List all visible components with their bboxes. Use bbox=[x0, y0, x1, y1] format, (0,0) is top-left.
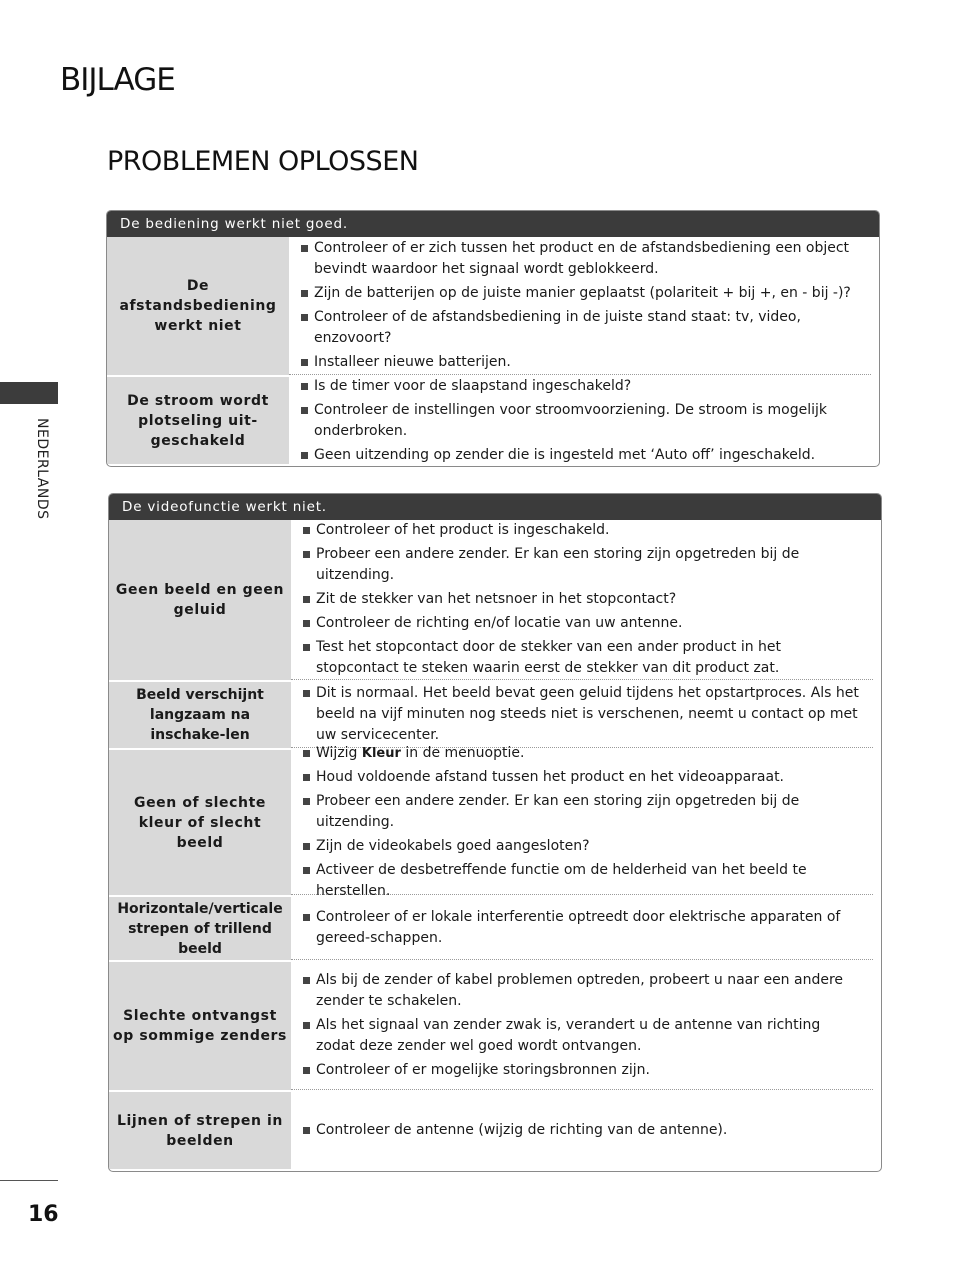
table-row bbox=[109, 682, 881, 748]
problem-label: De afstandsbediening werkt niet bbox=[107, 237, 289, 375]
bullet-icon bbox=[301, 290, 308, 297]
solution-list bbox=[291, 744, 873, 899]
bullet-icon bbox=[303, 750, 310, 757]
side-tab-marker bbox=[0, 382, 58, 404]
table-video-problems bbox=[108, 493, 882, 1172]
bullet-icon bbox=[303, 977, 310, 984]
bullet-icon bbox=[303, 798, 310, 805]
list-item: Controleer de instellingen voor stroomvoorziening. De stroom is mogelijk onderbroken. bbox=[301, 400, 865, 442]
list-item: Als het signaal van zender zwak is, verandert u de antenne van richting zodat deze zender wel goed wordt ontvangen. bbox=[303, 1015, 859, 1057]
list-item: Zijn de batterijen op de juiste manier geplaatst (polariteit + bij +, en - bij -)? bbox=[301, 283, 857, 304]
bullet-icon bbox=[303, 914, 310, 921]
solution-list bbox=[291, 897, 873, 960]
table-row bbox=[107, 237, 879, 375]
solution-list bbox=[291, 682, 873, 748]
list-item: Geen uitzending op zender die is ingesteld met ‘Auto off’ ingeschakeld. bbox=[301, 445, 865, 466]
list-item: Controleer de antenne (wijzig de richting van de antenne). bbox=[303, 1120, 867, 1141]
table-row bbox=[109, 744, 881, 899]
list-item: Als bij de zender of kabel problemen optreden, probeert u naar een andere zender te schakelen. bbox=[303, 970, 859, 1012]
page-number: 16 bbox=[28, 1202, 59, 1227]
problem-label: Slechte ontvangst op sommige zenders bbox=[109, 962, 291, 1090]
bullet-icon bbox=[301, 407, 308, 414]
bullet-icon bbox=[303, 690, 310, 697]
list-item: Dit is normaal. Het beeld bevat geen geluid tijdens het opstartproces. Als het beeld na vijf minuten nog steeds niet is verschenen, neemt u contact op met uw servicecenter. bbox=[303, 683, 859, 746]
list-item: Installeer nieuwe batterijen. bbox=[301, 352, 857, 373]
list-item: Controleer of het product is ingeschakeld. bbox=[303, 520, 859, 541]
language-label: NEDERLANDS bbox=[34, 418, 50, 520]
problem-label: Beeld verschijnt langzaam na inschake-len bbox=[109, 682, 291, 748]
list-item: Zijn de videokabels goed aangesloten? bbox=[303, 836, 859, 857]
bullet-icon bbox=[303, 620, 310, 627]
footer-rule bbox=[0, 1180, 58, 1181]
list-item: Probeer een andere zender. Er kan een storing zijn opgetreden bij de uitzending. bbox=[303, 791, 859, 833]
table-row bbox=[109, 962, 881, 1090]
list-item: Activeer de desbetreffende functie om de helderheid van het beeld te herstellen. bbox=[303, 860, 859, 902]
bullet-icon bbox=[303, 527, 310, 534]
problem-label: De stroom wordt plotseling uit-geschakeld bbox=[107, 377, 289, 464]
bullet-icon bbox=[303, 1022, 310, 1029]
section-title: BIJLAGE bbox=[60, 62, 175, 98]
bullet-icon bbox=[301, 452, 308, 459]
problem-label: Geen beeld en geen geluid bbox=[109, 520, 291, 680]
problem-label: Horizontale/verticale strepen of trillend beeld bbox=[109, 897, 291, 960]
table-row bbox=[109, 1092, 881, 1169]
bullet-icon bbox=[303, 843, 310, 850]
bullet-icon bbox=[303, 551, 310, 558]
list-item: Probeer een andere zender. Er kan een storing zijn opgetreden bij de uitzending. bbox=[303, 544, 859, 586]
list-item: Zit de stekker van het netsnoer in het stopcontact? bbox=[303, 589, 859, 610]
bullet-icon bbox=[303, 1067, 310, 1074]
bullet-icon bbox=[301, 245, 308, 252]
solution-list bbox=[291, 962, 873, 1090]
list-item: Controleer of er lokale interferentie optreedt door elektrische apparaten of gereed-schappen. bbox=[303, 907, 859, 949]
table-row bbox=[109, 897, 881, 960]
bullet-icon bbox=[301, 314, 308, 321]
solution-list bbox=[291, 520, 873, 680]
table-row bbox=[107, 377, 879, 464]
list-item: Controleer of er mogelijke storingsbronnen zijn. bbox=[303, 1060, 859, 1081]
bullet-icon bbox=[303, 867, 310, 874]
page-title: PROBLEMEN OPLOSSEN bbox=[107, 146, 419, 177]
list-item: Test het stopcontact door de stekker van een ander product in het stopcontact te steken waarin eerst de stekker van dit product zat. bbox=[303, 637, 859, 679]
solution-list bbox=[291, 1092, 881, 1169]
table-remote-problems bbox=[106, 210, 880, 467]
list-item: Wijzig Kleur in de menuoptie. bbox=[303, 743, 859, 764]
bullet-icon bbox=[303, 774, 310, 781]
list-item: Controleer of de afstandsbediening in de juiste stand staat: tv, video, enzovoort? bbox=[301, 307, 857, 349]
table-row bbox=[109, 520, 881, 680]
solution-list bbox=[289, 237, 871, 375]
solution-list bbox=[289, 377, 879, 464]
list-item: Is de timer voor de slaapstand ingeschakeld? bbox=[301, 376, 865, 397]
problem-label: Lijnen of strepen in beelden bbox=[109, 1092, 291, 1169]
menu-keyword: Kleur bbox=[361, 745, 401, 761]
bullet-icon bbox=[303, 596, 310, 603]
list-item: Houd voldoende afstand tussen het product en het videoapparaat. bbox=[303, 767, 859, 788]
problem-label: Geen of slechte kleur of slecht beeld bbox=[109, 750, 291, 895]
bullet-icon bbox=[301, 383, 308, 390]
bullet-icon bbox=[303, 644, 310, 651]
bullet-icon bbox=[303, 1127, 310, 1134]
list-item: Controleer of er zich tussen het product en de afstandsbediening een object bevindt waardoor het signaal wordt geblokkeerd. bbox=[301, 238, 857, 280]
bullet-icon bbox=[301, 359, 308, 366]
list-item: Controleer de richting en/of locatie van uw antenne. bbox=[303, 613, 859, 634]
table-header: De videofunctie werkt niet. bbox=[109, 494, 881, 520]
table-header: De bediening werkt niet goed. bbox=[107, 211, 879, 237]
